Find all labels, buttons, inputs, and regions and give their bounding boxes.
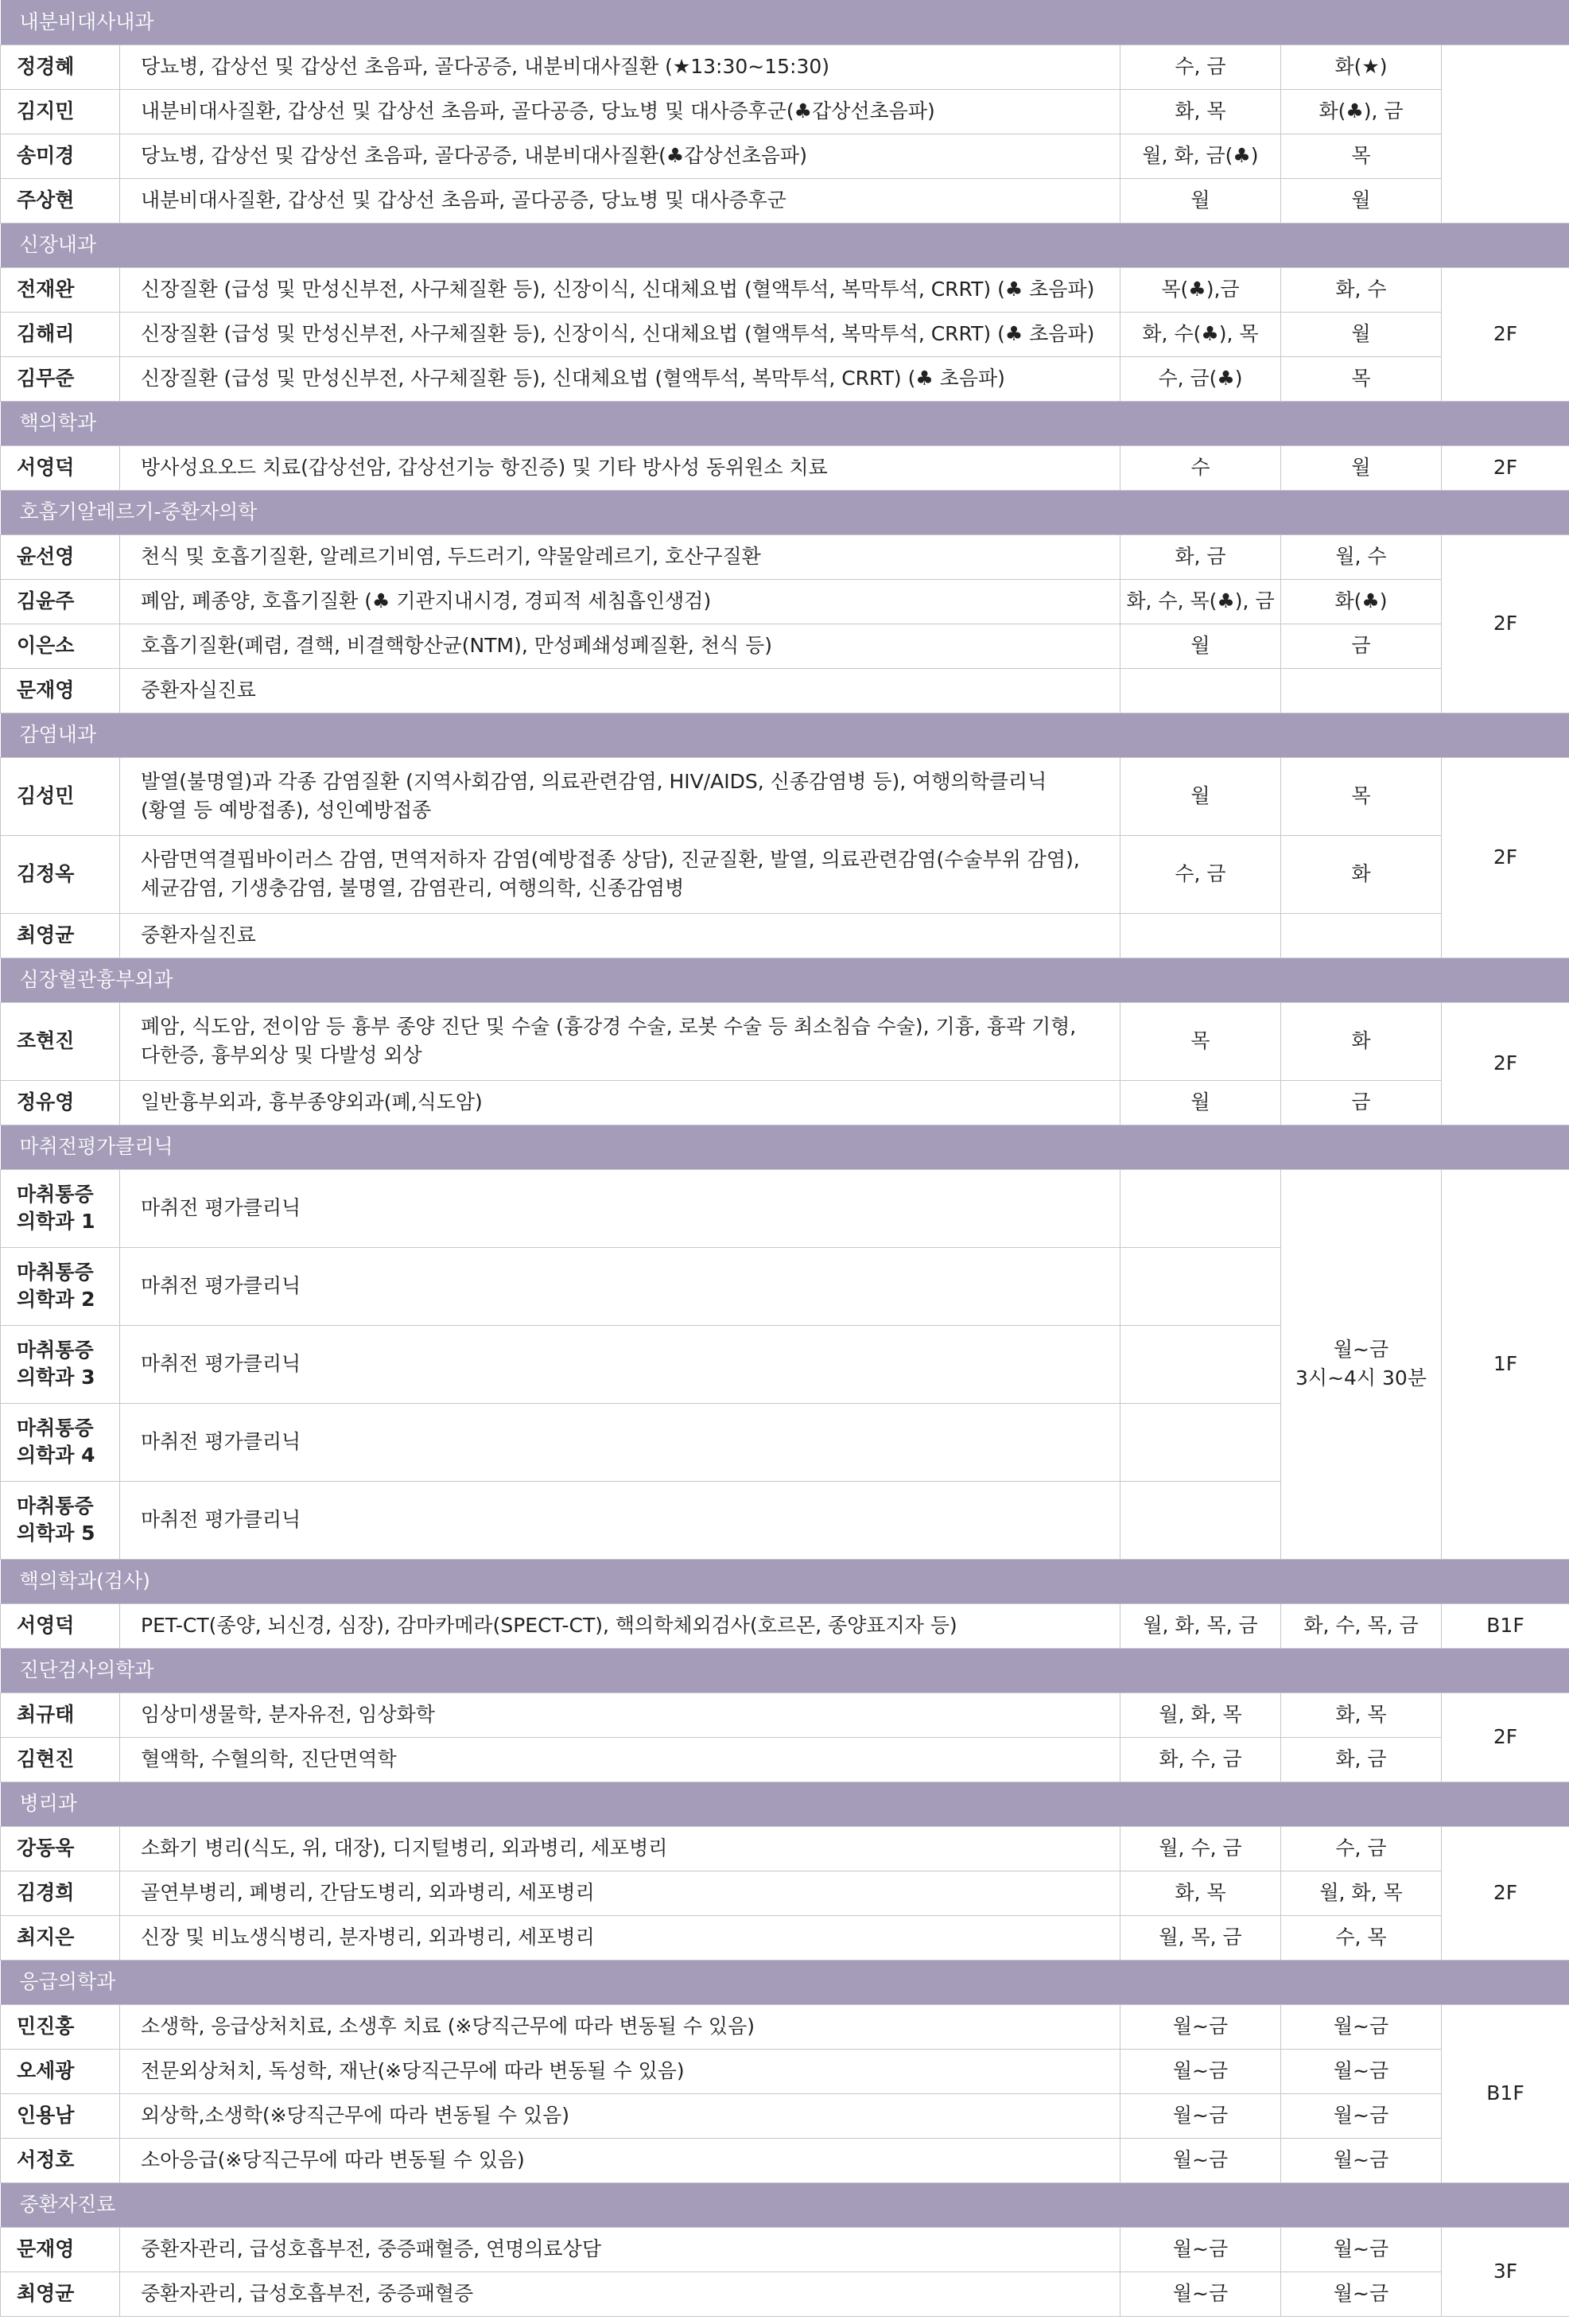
pm-schedule: 화, 수, 목, 금 xyxy=(1281,1603,1442,1648)
am-schedule: 월~금 xyxy=(1120,2093,1281,2138)
dept-header: 신장내과 xyxy=(1,223,1569,267)
specialty-line: 사람면역결핍바이러스 감염, 면역저하자 감염(예방접종 상담), 진균질환, 발열, 의료관련감염(수술부위 감염), xyxy=(141,848,1080,871)
doctor-name xyxy=(1,1481,120,1559)
doctor-name: 윤선영 xyxy=(1,534,120,579)
specialty: 골연부병리, 폐병리, 간담도병리, 외과병리, 세포병리 xyxy=(120,1871,1120,1915)
dept-header: 중환자진료 xyxy=(1,2182,1569,2227)
floor: 3F xyxy=(1442,2227,1569,2316)
clinic-days: 월~금 xyxy=(1333,1338,1389,1361)
specialty: 내분비대사질환, 갑상선 및 갑상선 초음파, 골다공증, 당뇨병 및 대사증후군 xyxy=(120,178,1120,223)
table-row xyxy=(1,913,1569,958)
am-schedule: 월, 화, 목 xyxy=(1120,1692,1281,1737)
am-schedule: 수, 금 xyxy=(1120,835,1281,913)
name-line: 마취통증 xyxy=(17,1339,94,1362)
doctor-name: 강동욱 xyxy=(1,1826,120,1871)
am-schedule: 월~금 xyxy=(1120,2227,1281,2272)
table-row xyxy=(1,624,1569,668)
doctor-name: 서정호 xyxy=(1,2138,120,2182)
am-schedule: 화, 목 xyxy=(1120,89,1281,134)
am-schedule: 화, 수, 목(♣), 금 xyxy=(1120,579,1281,624)
doctor-name: 김해리 xyxy=(1,312,120,356)
doctor-name: 조현진 xyxy=(1,1002,120,1080)
doctor-name xyxy=(1,1247,120,1325)
pm-schedule: 월 xyxy=(1281,312,1442,356)
name-line: 의학과 1 xyxy=(17,1210,95,1233)
specialty: 소화기 병리(식도, 위, 대장), 디지털병리, 외과병리, 세포병리 xyxy=(120,1826,1120,1871)
specialty: 마취전 평가클리닉 xyxy=(120,1403,1120,1481)
am-schedule xyxy=(1120,1325,1281,1403)
specialty: 마취전 평가클리닉 xyxy=(120,1247,1120,1325)
pm-schedule: 월~금 xyxy=(1281,2004,1442,2049)
table-row xyxy=(1,835,1569,913)
table-row xyxy=(1,89,1569,134)
table-row xyxy=(1,312,1569,356)
specialty: 내분비대사질환, 갑상선 및 갑상선 초음파, 골다공증, 당뇨병 및 대사증후군(♣갑상선초음파) xyxy=(120,89,1120,134)
specialty: 천식 및 호흡기질환, 알레르기비염, 두드러기, 약물알레르기, 호산구질환 xyxy=(120,534,1120,579)
specialty: 호흡기질환(폐렴, 결핵, 비결핵항산균(NTM), 만성폐쇄성폐질환, 천식 등) xyxy=(120,624,1120,668)
pm-schedule: 수, 목 xyxy=(1281,1915,1442,1960)
specialty xyxy=(120,835,1120,913)
specialty-line: 폐암, 식도암, 전이암 등 흉부 종양 진단 및 수술 (흉강경 수술, 로봇 수술 등 최소침습 수술), 기흉, 흉곽 기형, xyxy=(141,1015,1077,1038)
doctor-name: 오세광 xyxy=(1,2049,120,2093)
table-row xyxy=(1,534,1569,579)
specialty: 마취전 평가클리닉 xyxy=(120,1169,1120,1247)
pm-schedule: 목 xyxy=(1281,757,1442,835)
am-schedule: 월 xyxy=(1120,757,1281,835)
specialty-line: 다한증, 흉부외상 및 다발성 외상 xyxy=(141,1043,422,1067)
dept-header: 병리과 xyxy=(1,1782,1569,1826)
am-schedule: 월, 수, 금 xyxy=(1120,1826,1281,1871)
doctor-name: 서영덕 xyxy=(1,445,120,490)
doctor-name: 김정옥 xyxy=(1,835,120,913)
floor: 2F xyxy=(1442,1692,1569,1782)
pm-schedule: 화(♣), 금 xyxy=(1281,89,1442,134)
pm-schedule: 월~금 xyxy=(1281,2138,1442,2182)
doctor-name: 정유영 xyxy=(1,1080,120,1125)
pm-schedule: 월 xyxy=(1281,178,1442,223)
table-row xyxy=(1,757,1569,835)
pm-schedule: 월~금 xyxy=(1281,2049,1442,2093)
pm-schedule: 월~금 xyxy=(1281,2227,1442,2272)
doctor-name: 김지민 xyxy=(1,89,120,134)
table-row xyxy=(1,2049,1569,2093)
doctor-name: 송미경 xyxy=(1,134,120,178)
floor: 2F xyxy=(1442,534,1569,713)
table-row xyxy=(1,1737,1569,1782)
table-row xyxy=(1,1915,1569,1960)
doctor-name: 주상현 xyxy=(1,178,120,223)
floor: B1F xyxy=(1442,2004,1569,2182)
doctor-name: 민진홍 xyxy=(1,2004,120,2049)
pm-schedule xyxy=(1281,913,1442,958)
table-row xyxy=(1,2227,1569,2272)
am-schedule: 수 xyxy=(1120,445,1281,490)
am-schedule: 월, 목, 금 xyxy=(1120,1915,1281,1960)
pm-schedule: 금 xyxy=(1281,1080,1442,1125)
specialty xyxy=(120,1002,1120,1080)
am-schedule: 월, 화, 목, 금 xyxy=(1120,1603,1281,1648)
pm-schedule: 화(♣) xyxy=(1281,579,1442,624)
doctor-name: 인용남 xyxy=(1,2093,120,2138)
doctor-name: 최규태 xyxy=(1,1692,120,1737)
pm-schedule: 화 xyxy=(1281,1002,1442,1080)
am-schedule: 화, 수(♣), 목 xyxy=(1120,312,1281,356)
floor: 2F xyxy=(1442,1002,1569,1125)
pm-schedule: 월 xyxy=(1281,445,1442,490)
clinic-time xyxy=(1281,1169,1442,1559)
specialty-line: 세균감염, 기생충감염, 불명열, 감염관리, 여행의학, 신종감염병 xyxy=(141,876,685,900)
floor: 2F xyxy=(1442,757,1569,958)
pm-schedule: 화, 수 xyxy=(1281,267,1442,312)
pm-schedule: 화 xyxy=(1281,835,1442,913)
am-schedule: 월~금 xyxy=(1120,2138,1281,2182)
am-schedule xyxy=(1120,1481,1281,1559)
table-row xyxy=(1,1871,1569,1915)
doctor-name: 이은소 xyxy=(1,624,120,668)
specialty: 외상학,소생학(※당직근무에 따라 변동될 수 있음) xyxy=(120,2093,1120,2138)
specialty: 소생학, 응급상처치료, 소생후 치료 (※당직근무에 따라 변동될 수 있음) xyxy=(120,2004,1120,2049)
floor xyxy=(1442,45,1569,223)
dept-header: 감염내과 xyxy=(1,713,1569,757)
name-line: 의학과 2 xyxy=(17,1288,95,1311)
am-schedule: 월, 화, 금(♣) xyxy=(1120,134,1281,178)
am-schedule: 화, 목 xyxy=(1120,1871,1281,1915)
specialty: 당뇨병, 갑상선 및 갑상선 초음파, 골다공증, 내분비대사질환(♣갑상선초음파) xyxy=(120,134,1120,178)
specialty: 당뇨병, 갑상선 및 갑상선 초음파, 골다공증, 내분비대사질환 (★13:30~15:30) xyxy=(120,45,1120,89)
dept-header: 심장혈관흉부외과 xyxy=(1,958,1569,1002)
pm-schedule: 수, 금 xyxy=(1281,1826,1442,1871)
am-schedule xyxy=(1120,1403,1281,1481)
doctor-name: 정경혜 xyxy=(1,45,120,89)
doctor-name xyxy=(1,1325,120,1403)
am-schedule: 화, 금 xyxy=(1120,534,1281,579)
dept-header: 내분비대사내과 xyxy=(1,0,1569,45)
doctor-name xyxy=(1,1169,120,1247)
name-line: 마취통증 xyxy=(17,1261,94,1284)
floor: 2F xyxy=(1442,445,1569,490)
doctor-name: 서영덕 xyxy=(1,1603,120,1648)
dept-header: 마취전평가클리닉 xyxy=(1,1125,1569,1169)
specialty: 중환자실진료 xyxy=(120,913,1120,958)
doctor-name: 문재영 xyxy=(1,668,120,713)
name-line: 의학과 3 xyxy=(17,1366,95,1389)
specialty: 임상미생물학, 분자유전, 임상화학 xyxy=(120,1692,1120,1737)
floor: 2F xyxy=(1442,267,1569,401)
dept-header: 호흡기알레르기-중환자의학 xyxy=(1,490,1569,534)
doctor-name: 김무준 xyxy=(1,356,120,401)
doctor-name: 김윤주 xyxy=(1,579,120,624)
am-schedule: 월~금 xyxy=(1120,2049,1281,2093)
table-row xyxy=(1,1169,1569,1247)
table-row xyxy=(1,356,1569,401)
table-row xyxy=(1,134,1569,178)
doctor-name: 최영균 xyxy=(1,2272,120,2316)
dept-header: 핵의학과 xyxy=(1,401,1569,445)
dept-header: 진단검사의학과 xyxy=(1,1648,1569,1692)
am-schedule: 월 xyxy=(1120,178,1281,223)
table-row xyxy=(1,2138,1569,2182)
doctor-name: 전재완 xyxy=(1,267,120,312)
table-row xyxy=(1,579,1569,624)
pm-schedule: 월~금 xyxy=(1281,2093,1442,2138)
pm-schedule xyxy=(1281,668,1442,713)
specialty: 일반흉부외과, 흉부종양외과(폐,식도암) xyxy=(120,1080,1120,1125)
specialty: 중환자실진료 xyxy=(120,668,1120,713)
pm-schedule: 화, 금 xyxy=(1281,1737,1442,1782)
pm-schedule: 금 xyxy=(1281,624,1442,668)
pm-schedule: 목 xyxy=(1281,356,1442,401)
specialty: 마취전 평가클리닉 xyxy=(120,1325,1120,1403)
table-row xyxy=(1,178,1569,223)
specialty: 신장질환 (급성 및 만성신부전, 사구체질환 등), 신장이식, 신대체요법 (혈액투석, 복막투석, CRRT) (♣ 초음파) xyxy=(120,267,1120,312)
doctor-name xyxy=(1,1403,120,1481)
dept-header: 핵의학과(검사) xyxy=(1,1559,1569,1603)
doctor-name: 문재영 xyxy=(1,2227,120,2272)
am-schedule: 목 xyxy=(1120,1002,1281,1080)
specialty: 방사성요오드 치료(갑상선암, 갑상선기능 항진증) 및 기타 방사성 동위원소 치료 xyxy=(120,445,1120,490)
am-schedule: 화, 수, 금 xyxy=(1120,1737,1281,1782)
specialty: 폐암, 폐종양, 호흡기질환 (♣ 기관지내시경, 경피적 세침흡인생검) xyxy=(120,579,1120,624)
specialty-line: (황열 등 예방접종), 성인예방접종 xyxy=(141,799,432,822)
pm-schedule: 화(★) xyxy=(1281,45,1442,89)
table-row xyxy=(1,445,1569,490)
specialty: 전문외상처치, 독성학, 재난(※당직근무에 따라 변동될 수 있음) xyxy=(120,2049,1120,2093)
specialty: 신장질환 (급성 및 만성신부전, 사구체질환 등), 신장이식, 신대체요법 (혈액투석, 복막투석, CRRT) (♣ 초음파) xyxy=(120,312,1120,356)
table-row xyxy=(1,45,1569,89)
name-line: 마취통증 xyxy=(17,1183,94,1206)
pm-schedule: 월, 수 xyxy=(1281,534,1442,579)
floor: B1F xyxy=(1442,1603,1569,1648)
pm-schedule: 월, 화, 목 xyxy=(1281,1871,1442,1915)
am-schedule: 월~금 xyxy=(1120,2272,1281,2316)
specialty xyxy=(120,757,1120,835)
am-schedule xyxy=(1120,1169,1281,1247)
dept-header: 응급의학과 xyxy=(1,1960,1569,2004)
doctor-name: 최지은 xyxy=(1,1915,120,1960)
table-row xyxy=(1,1080,1569,1125)
pm-schedule: 화, 목 xyxy=(1281,1692,1442,1737)
specialty: 마취전 평가클리닉 xyxy=(120,1481,1120,1559)
table-row xyxy=(1,1692,1569,1737)
doctor-name: 최영균 xyxy=(1,913,120,958)
specialty: 소아응급(※당직근무에 따라 변동될 수 있음) xyxy=(120,2138,1120,2182)
am-schedule: 월 xyxy=(1120,1080,1281,1125)
pm-schedule: 목 xyxy=(1281,134,1442,178)
am-schedule: 목(♣),금 xyxy=(1120,267,1281,312)
am-schedule xyxy=(1120,1247,1281,1325)
am-schedule xyxy=(1120,913,1281,958)
doctor-name: 김경희 xyxy=(1,1871,120,1915)
am-schedule: 월~금 xyxy=(1120,2004,1281,2049)
specialty: PET-CT(종양, 뇌신경, 심장), 감마카메라(SPECT-CT), 핵의학체외검사(호르몬, 종양표지자 등) xyxy=(120,1603,1120,1648)
specialty: 중환자관리, 급성호흡부전, 중증패혈증 xyxy=(120,2272,1120,2316)
name-line: 마취통증 xyxy=(17,1494,94,1518)
name-line: 의학과 4 xyxy=(17,1444,95,1467)
table-row xyxy=(1,668,1569,713)
table-row xyxy=(1,2093,1569,2138)
am-schedule: 수, 금(♣) xyxy=(1120,356,1281,401)
specialty: 중환자관리, 급성호흡부전, 중증패혈증, 연명의료상담 xyxy=(120,2227,1120,2272)
specialty: 신장 및 비뇨생식병리, 분자병리, 외과병리, 세포병리 xyxy=(120,1915,1120,1960)
name-line: 마취통증 xyxy=(17,1417,94,1440)
doctor-name: 김성민 xyxy=(1,757,120,835)
table-row xyxy=(1,1002,1569,1080)
specialty-line: 발열(불명열)과 각종 감염질환 (지역사회감염, 의료관련감염, HIV/AIDS, 신종감염병 등), 여행의학클리닉 xyxy=(141,770,1047,793)
table-row xyxy=(1,2004,1569,2049)
am-schedule: 수, 금 xyxy=(1120,45,1281,89)
specialty: 신장질환 (급성 및 만성신부전, 사구체질환 등), 신대체요법 (혈액투석, 복막투석, CRRT) (♣ 초음파) xyxy=(120,356,1120,401)
table-row xyxy=(1,1826,1569,1871)
name-line: 의학과 5 xyxy=(17,1521,95,1545)
doctor-name: 김현진 xyxy=(1,1737,120,1782)
table-row xyxy=(1,1603,1569,1648)
floor: 2F xyxy=(1442,1826,1569,1960)
pm-schedule: 월~금 xyxy=(1281,2272,1442,2316)
floor: 1F xyxy=(1442,1169,1569,1559)
am-schedule: 월 xyxy=(1120,624,1281,668)
table-row xyxy=(1,267,1569,312)
am-schedule xyxy=(1120,668,1281,713)
specialty: 혈액학, 수혈의학, 진단면역학 xyxy=(120,1737,1120,1782)
clinic-hours: 3시~4시 30분 xyxy=(1295,1366,1427,1389)
table-row xyxy=(1,2272,1569,2316)
